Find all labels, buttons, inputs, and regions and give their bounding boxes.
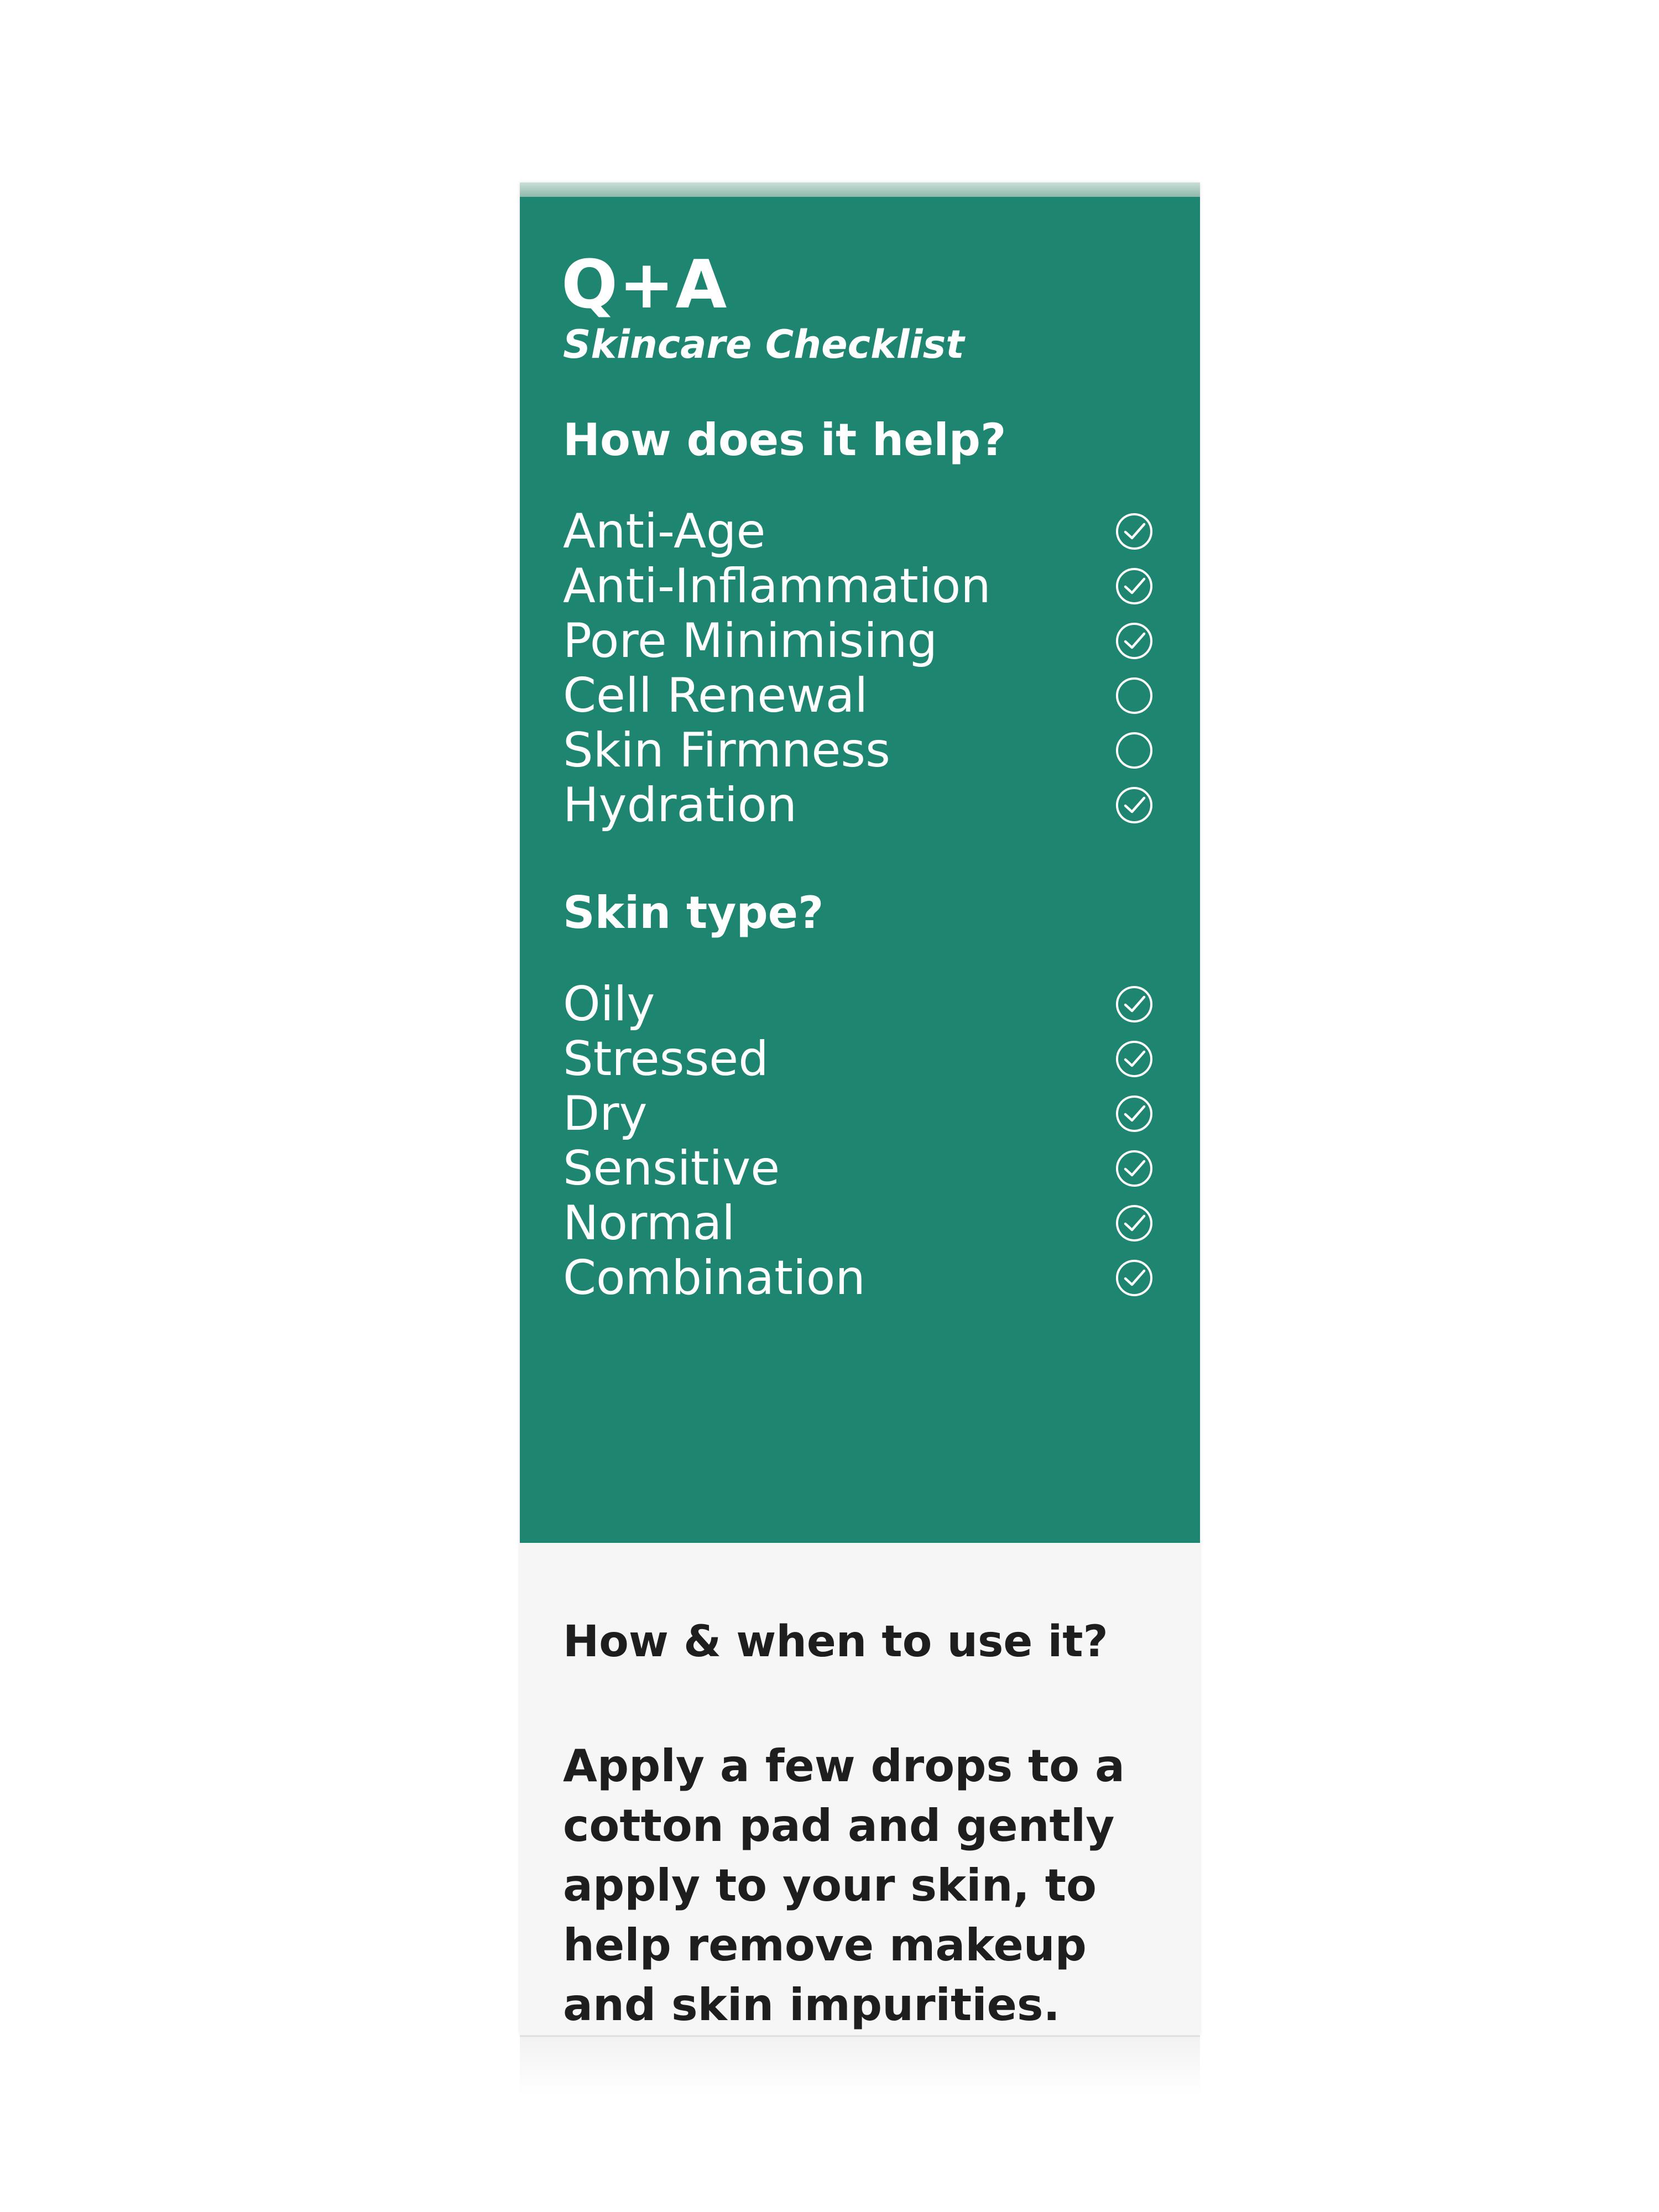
checklist-item-label: Normal: [563, 1195, 735, 1251]
help-question: How does it help?: [563, 414, 1006, 466]
checked-circle-icon: [1115, 567, 1154, 606]
checklist-item-label: Skin Firmness: [563, 722, 890, 778]
usage-question: How & when to use it?: [563, 1617, 1108, 1667]
help-list: [563, 504, 1160, 832]
checklist-item: [563, 778, 1160, 832]
brand-logo: Q+A: [561, 247, 728, 324]
usage-instructions: Apply a few drops to a cotton pad and gently apply to your skin, to help remove makeup and skin impurities.: [563, 1740, 1125, 2031]
checklist-item-label: Pore Minimising: [563, 613, 938, 669]
checklist-item: [563, 504, 1160, 559]
checked-circle-icon: [1115, 512, 1154, 551]
checklist-item-label: Oily: [563, 976, 655, 1032]
empty-circle-icon: [1115, 676, 1154, 715]
checklist-item-label: Hydration: [563, 777, 797, 833]
checklist-item: [563, 1141, 1160, 1196]
checklist-item-label: Dry: [563, 1086, 648, 1141]
empty-circle-icon: [1115, 731, 1154, 770]
box-reflection: [520, 2036, 1200, 2097]
checked-circle-icon: [1115, 1040, 1154, 1078]
checklist-item: [563, 1086, 1160, 1141]
checklist-item-label: Sensitive: [563, 1140, 780, 1196]
checklist-item: [563, 1031, 1160, 1086]
checklist-subtitle: Skincare Checklist: [563, 322, 964, 367]
checklist-item-label: Anti-Inflammation: [563, 558, 991, 614]
checklist-item-label: Anti-Age: [563, 503, 766, 559]
checklist-item: [563, 1196, 1160, 1250]
skin-type-question: Skin type?: [563, 887, 824, 938]
checked-circle-icon: [1115, 1149, 1154, 1188]
checklist-item: [563, 613, 1160, 668]
checked-circle-icon: [1115, 985, 1154, 1024]
skin-type-list: [563, 977, 1160, 1305]
checklist-panel: [520, 197, 1200, 1543]
checked-circle-icon: [1115, 622, 1154, 660]
checklist-item: [563, 1250, 1160, 1305]
checklist-item-label: Combination: [563, 1250, 865, 1306]
usage-panel: [520, 1543, 1200, 2037]
product-box: [520, 182, 1200, 2035]
checklist-item: [563, 977, 1160, 1031]
checked-circle-icon: [1115, 1259, 1154, 1297]
checklist-item: [563, 559, 1160, 613]
checked-circle-icon: [1115, 1204, 1154, 1243]
checklist-item: [563, 668, 1160, 723]
checked-circle-icon: [1115, 786, 1154, 825]
checklist-item-label: Cell Renewal: [563, 667, 868, 723]
checklist-item: [563, 723, 1160, 778]
checked-circle-icon: [1115, 1094, 1154, 1133]
box-top-edge: [520, 182, 1200, 197]
checklist-item-label: Stressed: [563, 1031, 769, 1087]
